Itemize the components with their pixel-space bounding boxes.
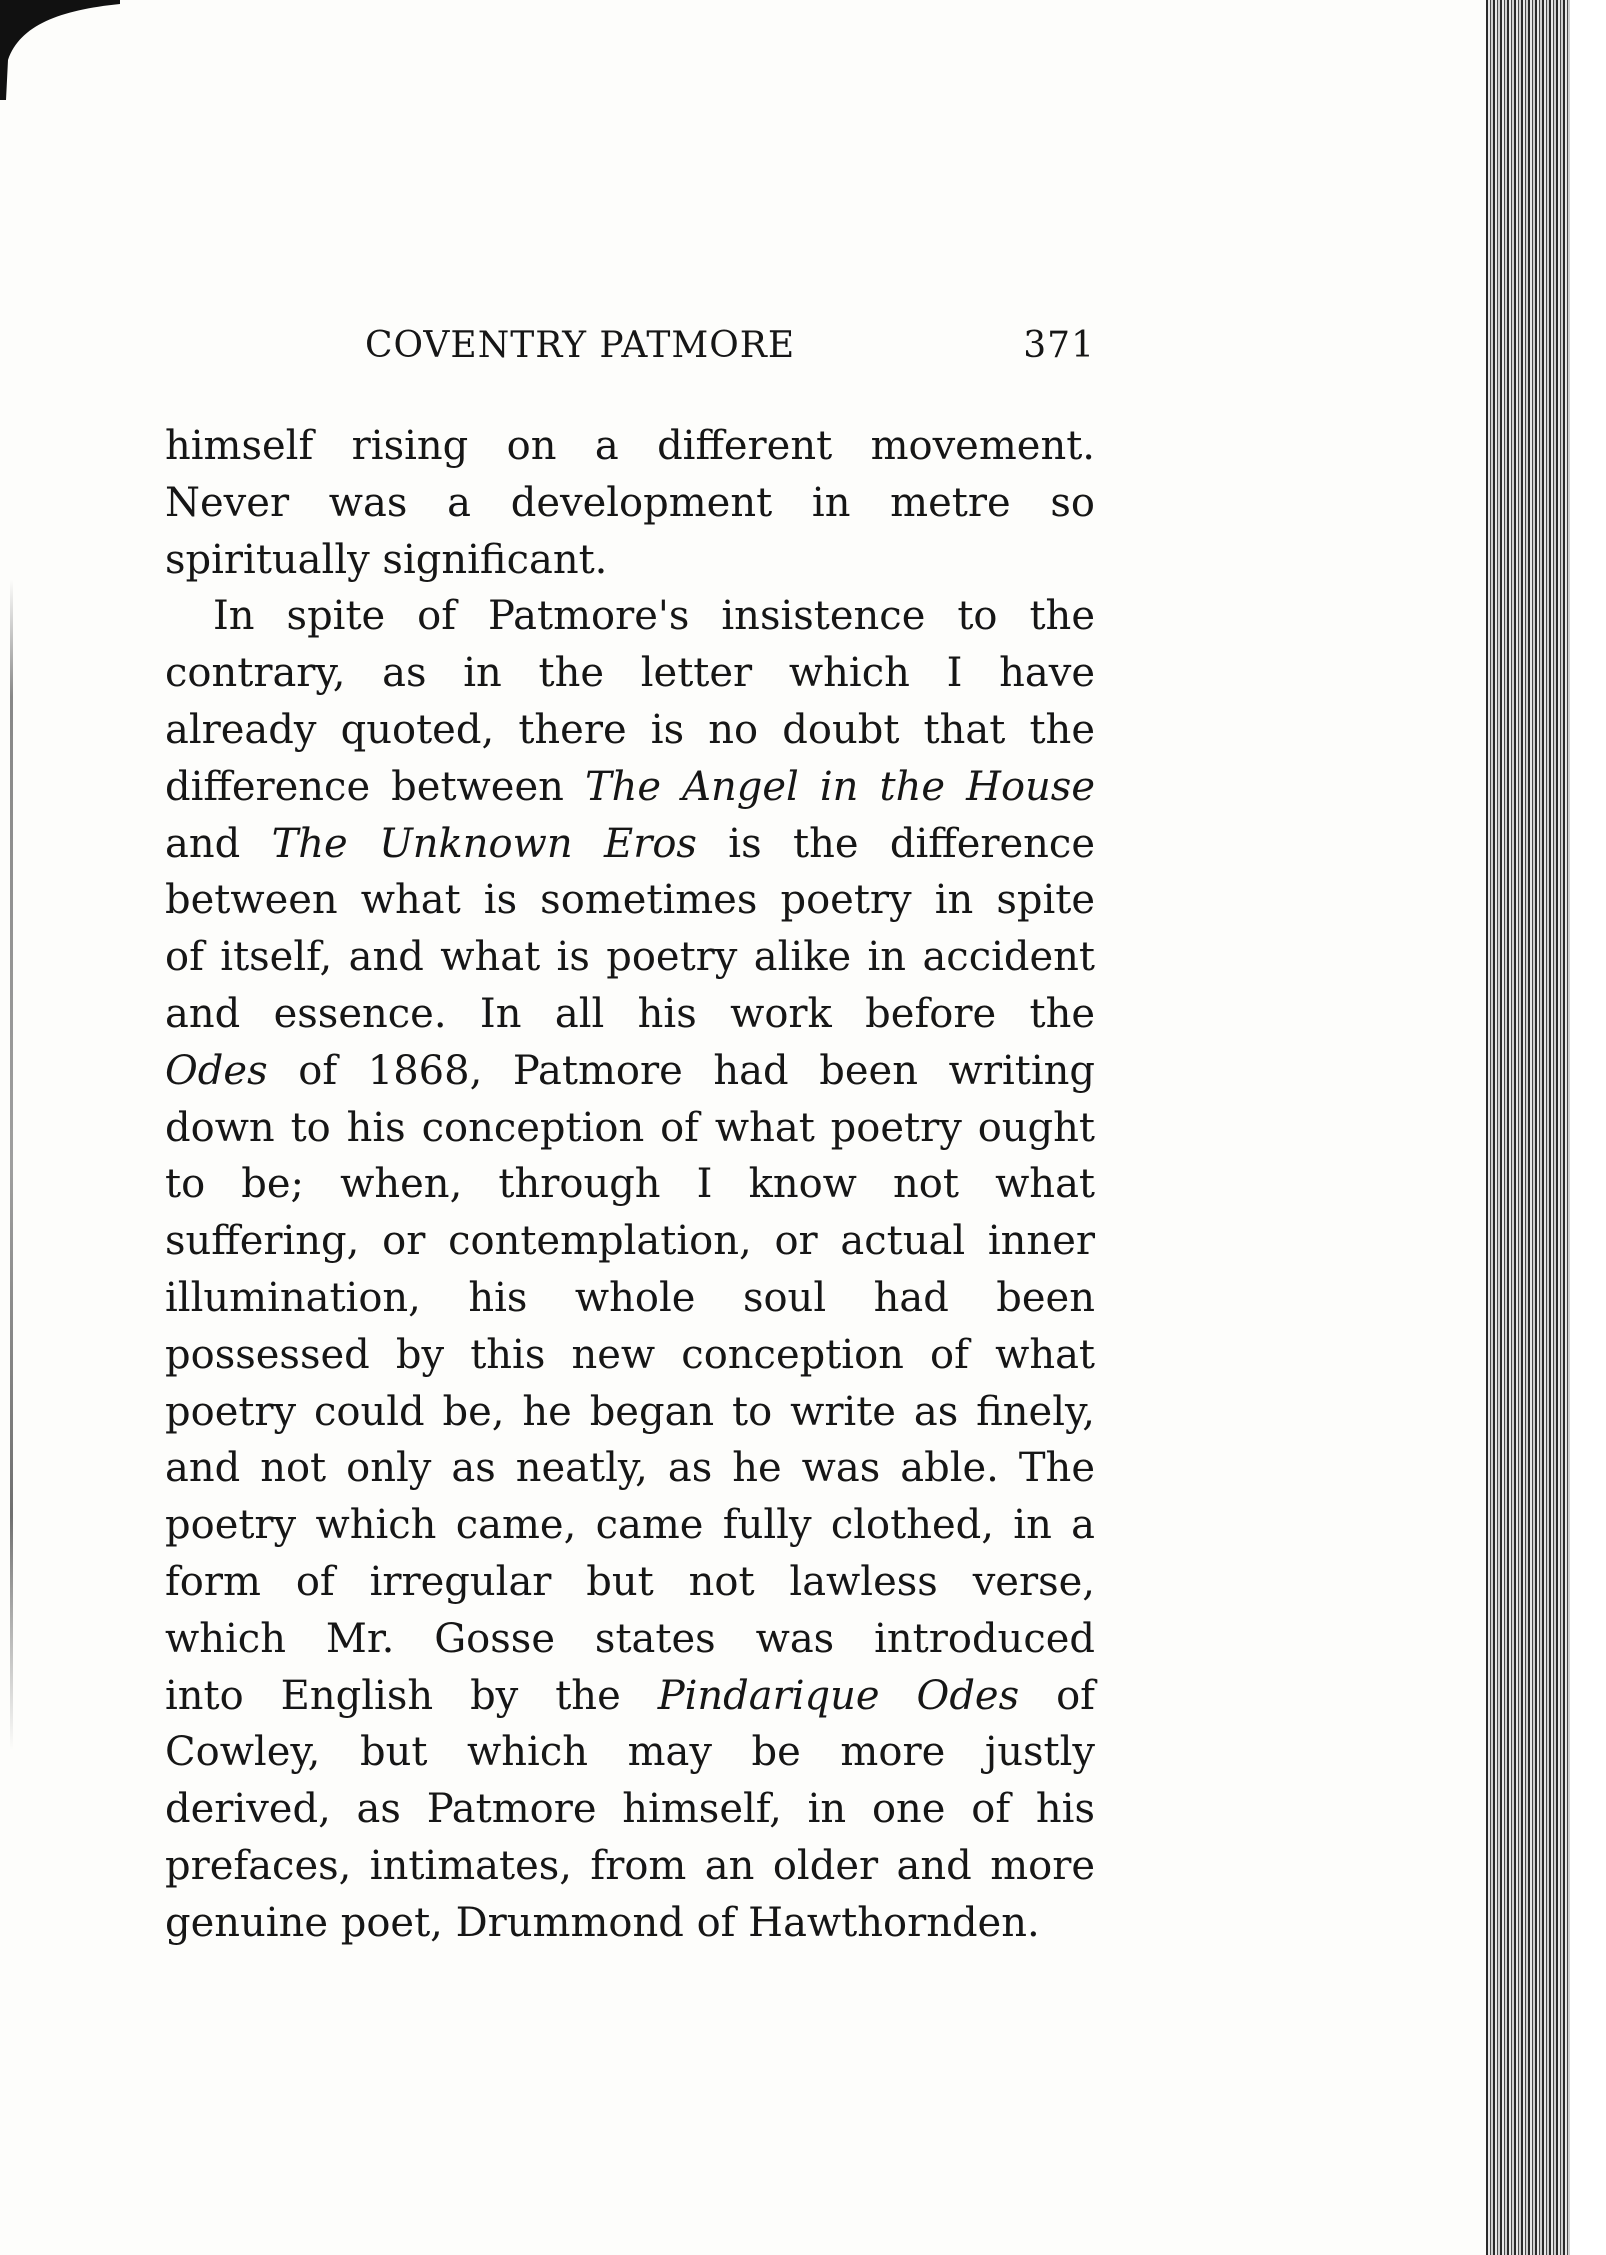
corner-mark — [0, 0, 120, 120]
text-line-with-italic — [165, 759, 1095, 816]
running-title: COVENTRY PATMORE — [365, 325, 796, 366]
page-header — [165, 325, 1095, 385]
text-span: of — [1019, 1672, 1095, 1719]
text-line: to be; when, through I know not what — [165, 1161, 1095, 1208]
page-number: 371 — [1023, 325, 1095, 366]
italic-title: Pindarique Odes — [657, 1672, 1020, 1719]
book-gutter — [1486, 0, 1570, 2255]
text-line: form of irregular but not lawless verse, — [165, 1558, 1095, 1605]
text-line: illumination, his whole soul had been — [165, 1274, 1095, 1321]
text-line-with-italic — [165, 1668, 1095, 1725]
text-span: into English by the — [165, 1672, 658, 1719]
text-line: prefaces, intimates, from an older and more — [165, 1842, 1095, 1889]
text-line-with-italic — [165, 816, 1095, 873]
text-line: Cowley, but which may be more justly — [165, 1729, 1095, 1776]
text-line: derived, as Patmore himself, in one of his — [165, 1786, 1095, 1833]
text-line: In spite of Patmore's insistence to the — [213, 593, 1095, 640]
text-span: difference between — [165, 763, 585, 810]
page-left-edge — [10, 580, 13, 1750]
text-line: spiritually significant. — [165, 536, 608, 583]
italic-title: The Angel in the House — [584, 763, 1095, 810]
body-text — [165, 418, 1095, 1952]
text-line: genuine poet, Drummond of Hawthornden. — [165, 1899, 1040, 1946]
text-line: between what is sometimes poetry in spite — [165, 877, 1095, 924]
text-line: Never was a development in metre so — [165, 479, 1095, 526]
text-line: down to his conception of what poetry ought — [165, 1104, 1095, 1151]
italic-title: The Unknown Eros — [271, 820, 697, 867]
text-line: which Mr. Gosse states was introduced — [165, 1615, 1095, 1662]
text-line: of itself, and what is poetry alike in accident — [165, 934, 1095, 981]
text-span: of 1868, Patmore had been writing — [267, 1047, 1095, 1094]
italic-title: Odes — [165, 1047, 268, 1094]
text-line: already quoted, there is no doubt that the — [165, 706, 1095, 753]
text-line: suffering, or contemplation, or actual inner — [165, 1218, 1095, 1265]
text-line: and essence. In all his work before the — [165, 990, 1095, 1037]
text-line: poetry which came, came fully clothed, in a — [165, 1502, 1095, 1549]
text-line-with-italic — [165, 1043, 1095, 1100]
text-line: possessed by this new conception of what — [165, 1331, 1095, 1378]
text-span: and — [165, 820, 272, 867]
text-line: himself rising on a different movement. — [165, 423, 1095, 469]
text-line: contrary, as in the letter which I have — [165, 650, 1095, 697]
gutter-margin — [1570, 0, 1606, 2255]
text-line: and not only as neatly, as he was able. The — [165, 1445, 1095, 1492]
text-line: poetry could be, he began to write as finely, — [165, 1388, 1095, 1435]
text-span: is the difference — [696, 820, 1095, 867]
